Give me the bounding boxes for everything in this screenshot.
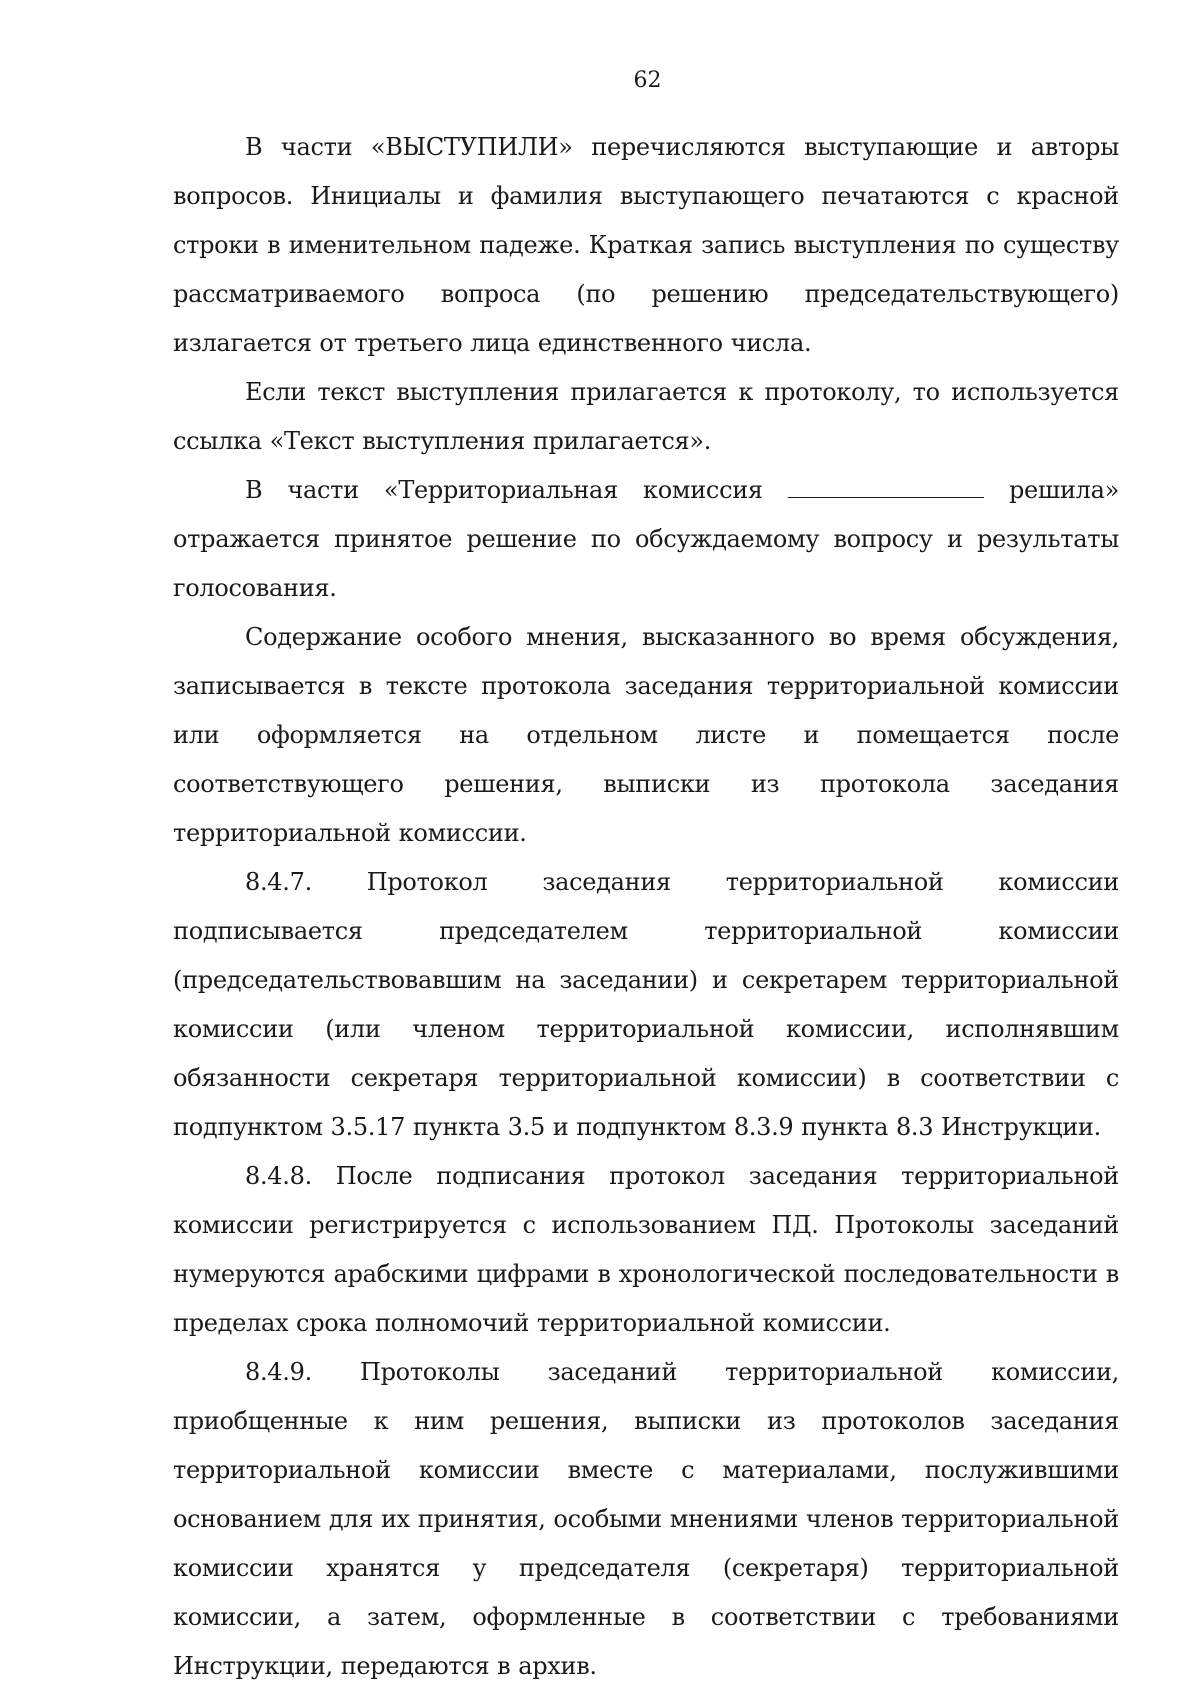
page-number: 62 <box>633 68 662 93</box>
document-body <box>173 123 1119 1691</box>
decision-text-after-blank: решила» отражается принятое решение по обсуждаемому вопросу и результаты голосования. <box>173 476 1119 602</box>
paragraph-8-4-9: 8.4.9. Протоколы заседаний территориальной комиссии, приобщенные к ним решения, выписки из протоколов заседания территориальной комиссии вместе с материалами, послужившими основанием для их принятия, особыми мнениями членов территориальной комиссии хранятся у председателя (секретаря) территориальной комиссии, а затем, оформленные в соответствии с требованиями Инструкции, передаются в архив. <box>173 1358 1119 1680</box>
paragraph-speech-text-reference: Если текст выступления прилагается к протоколу, то используется ссылка «Текст выступления прилагается». <box>173 378 1119 455</box>
paragraph-8-4-7: 8.4.7. Протокол заседания территориальной комиссии подписывается председателем территориальной комиссии (председательствовавшим на заседании) и секретарем территориальной комиссии (или членом территориальной комиссии, исполнявшим обязанности секретаря территориальной комиссии) в соответствии с подпунктом 3.5.17 пункта 3.5 и подпунктом 8.3.9 пункта 8.3 Инструкции. <box>173 868 1119 1141</box>
paragraph-commission-decision <box>173 466 1119 613</box>
paragraph-speakers: В части «ВЫСТУПИЛИ» перечисляются выступающие и авторы вопросов. Инициалы и фамилия выступающего печатаются с красной строки в именительном падеже. Краткая запись выступления по существу рассматриваемого вопроса (по решению председательствующего) излагается от третьего лица единственного числа. <box>173 133 1119 357</box>
blank-fill-line <box>788 477 984 498</box>
decision-text-before-blank: В части «Территориальная комиссия <box>245 476 763 504</box>
paragraph-dissenting-opinion: Содержание особого мнения, высказанного во время обсуждения, записывается в тексте протокола заседания территориальной комиссии или оформляется на отдельном листе и помещается после соответствующего решения, выписки из протокола заседания территориальной комиссии. <box>173 623 1119 847</box>
paragraph-8-4-8: 8.4.8. После подписания протокол заседания территориальной комиссии регистрируется с использованием ПД. Протоколы заседаний нумеруются арабскими цифрами в хронологической последовательности в пределах срока полномочий территориальной комиссии. <box>173 1162 1119 1337</box>
